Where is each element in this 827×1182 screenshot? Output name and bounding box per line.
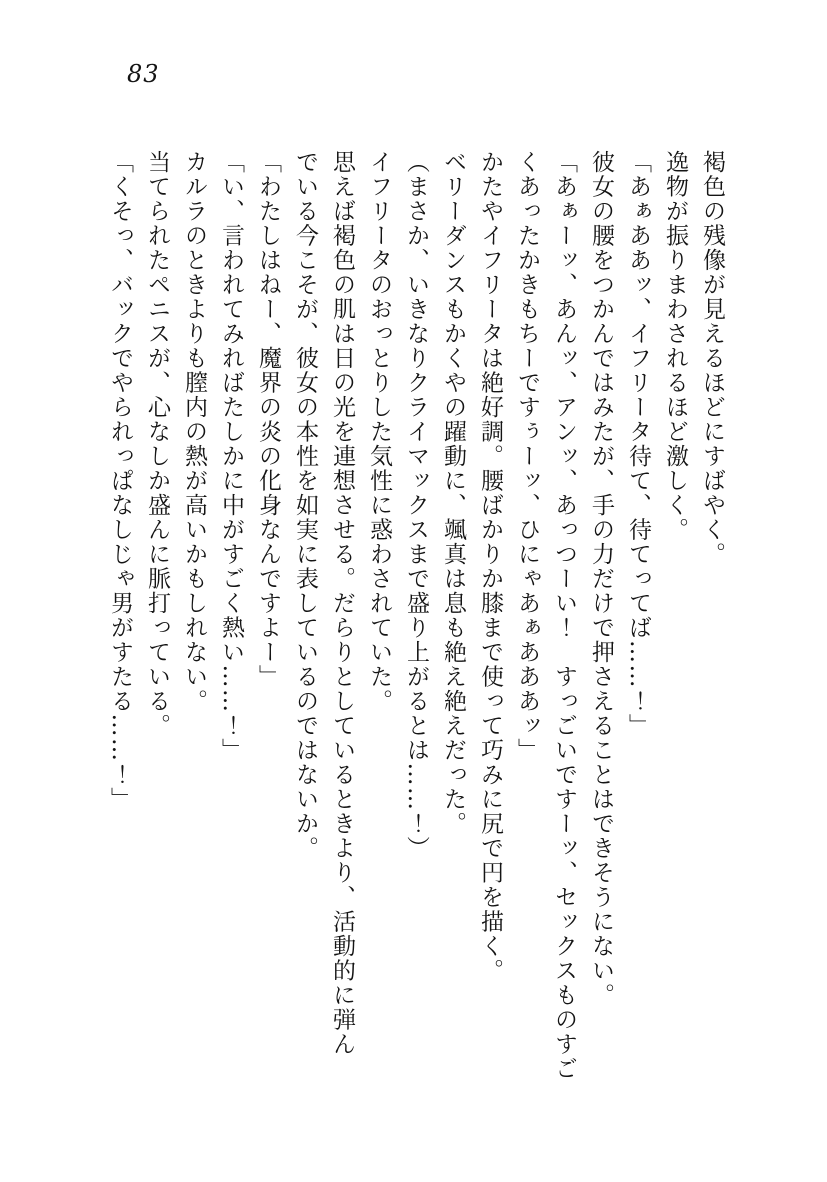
- text-line: でいる今こそが、彼女の本性を如実に表しているのではないか。: [292, 150, 318, 861]
- text-line: 思えば褐色の肌は日の光を連想させる。だらりとしているときより、活動的に弾ん: [329, 150, 355, 1057]
- text-line: ベリーダンスもかくやの躍動に、颯真は息も絶え絶えだった。: [440, 150, 466, 836]
- text-line: 「あぁーッ、あんッ、アンッ、あっつーい！ すっごいですーッ、セックスものすご: [551, 150, 577, 1081]
- text-line: 「くそっ、バックでやられっぱなしじゃ男がすたる……！」: [107, 150, 133, 812]
- vertical-text-block: [101, 150, 730, 1095]
- text-line: イフリータのおっとりした気性に惑わされていた。: [366, 150, 392, 714]
- text-line: かたやイフリータは絶好調。腰ばかりか膝まで使って巧みに尻で円を描く。: [477, 150, 503, 983]
- text-line: 彼女の腰をつかんではみたが、手の力だけで押さえることはできそうにない。: [588, 150, 614, 1008]
- page-number: 83: [127, 60, 160, 88]
- text-line: 「あぁああッ、イフリータ待て、待てってば……！」: [625, 150, 651, 738]
- text-line: （まさか、いきなりクライマックスまで盛り上がるとは……！）: [403, 150, 429, 861]
- text-line: 逸物が振りまわされるほど激しく。: [662, 150, 688, 542]
- text-line: 褐色の残像が見えるほどにすばやく。: [699, 150, 725, 567]
- text-line: 当てられたペニスが、心なしか盛んに脈打っている。: [144, 150, 170, 738]
- text-line: 「わたしはねー、魔界の炎の化身なんですよー」: [255, 150, 281, 689]
- text-line: くあったかきもちーですぅーッ、ひにゃあぁあああッ」: [514, 150, 540, 763]
- text-line: 「い、言われてみればたしかに中がすごく熱い……！」: [218, 150, 244, 763]
- text-line: カルラのときよりも膣内の熱が高いかもしれない。: [181, 150, 207, 714]
